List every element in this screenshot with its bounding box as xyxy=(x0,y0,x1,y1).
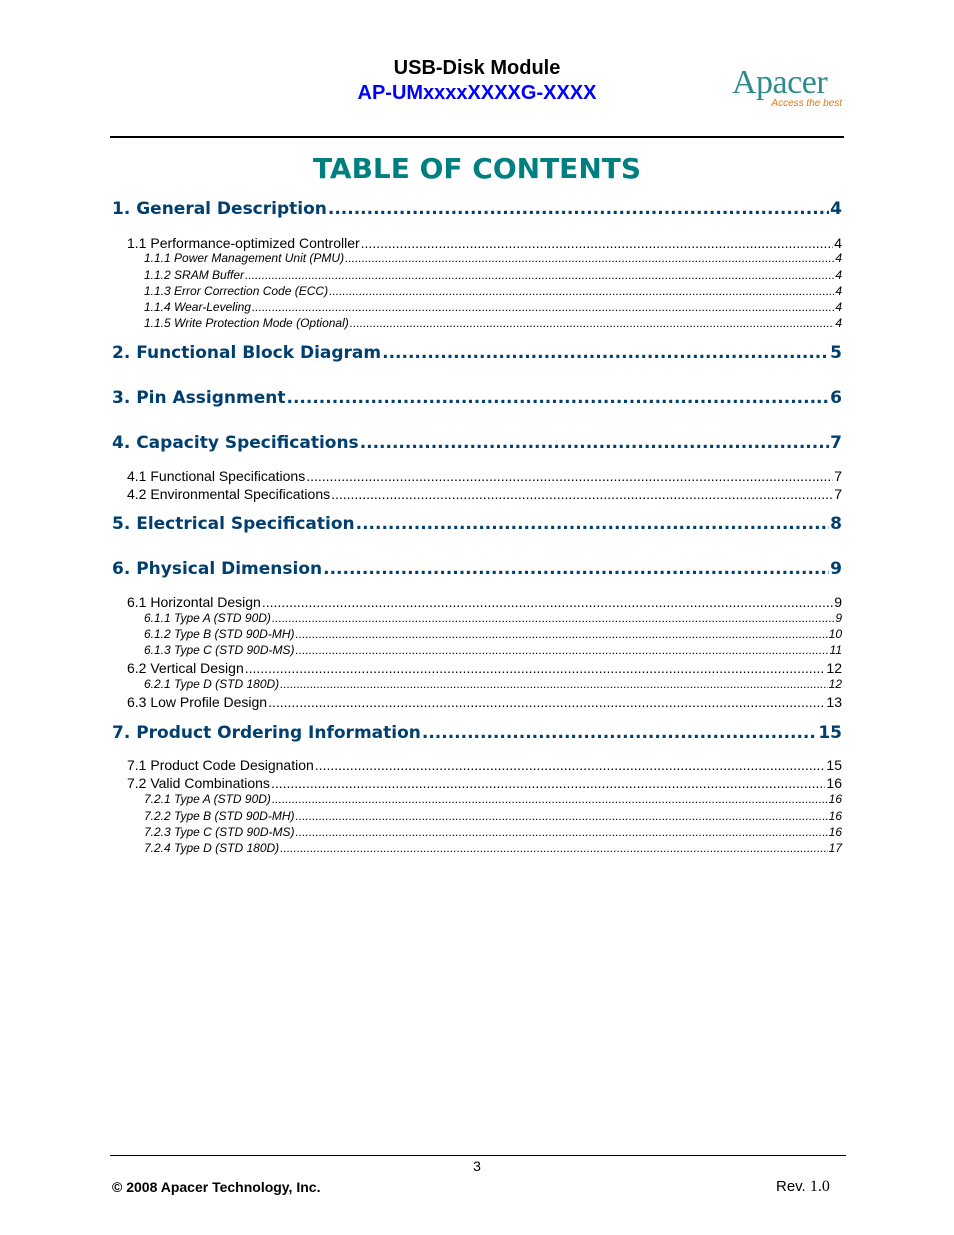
dot-leader xyxy=(295,809,827,823)
toc-subsection[interactable] xyxy=(112,757,842,773)
toc-entry-label: 1.1.5 Write Protection Mode (Optional) xyxy=(144,316,349,330)
toc-section[interactable] xyxy=(112,514,842,534)
toc-entry-page: 15 xyxy=(826,757,842,773)
toc-subsubsection[interactable] xyxy=(112,300,842,314)
dot-leader xyxy=(272,611,834,625)
toc-subsubsection[interactable] xyxy=(112,611,842,625)
toc-subsubsection[interactable] xyxy=(112,284,842,298)
toc-entry-label: 7.2.3 Type C (STD 90D-MS) xyxy=(144,825,295,839)
toc-section[interactable] xyxy=(112,433,842,453)
dot-leader xyxy=(286,388,829,408)
toc-entry-label: 7.1 Product Code Designation xyxy=(127,757,314,773)
toc-entry-page: 4 xyxy=(834,235,842,251)
toc-entry-label: 6.2.1 Type D (STD 180D) xyxy=(144,677,280,691)
toc-entry-page: 16 xyxy=(828,792,842,806)
toc-entry-page: 16 xyxy=(826,775,842,791)
document-title: USB-Disk Module xyxy=(393,57,561,79)
toc-entry-label: 6.1.3 Type C (STD 90D-MS) xyxy=(144,643,295,657)
toc-entry-label: 7.2.1 Type A (STD 90D) xyxy=(144,792,271,806)
toc-section[interactable] xyxy=(112,388,842,408)
dot-leader xyxy=(328,199,829,219)
toc-entry-page: 4 xyxy=(835,251,842,265)
toc-entry-page: 16 xyxy=(828,825,842,839)
toc-entry-page: 6 xyxy=(830,388,842,408)
dot-leader xyxy=(360,433,829,453)
toc-entry-label: 5. Electrical Specification xyxy=(112,514,355,534)
dot-leader xyxy=(245,660,826,676)
toc-entry-label: 7. Product Ordering Information xyxy=(112,723,421,743)
header-divider xyxy=(110,136,844,138)
toc-entry-label: 6.1.2 Type B (STD 90D-MH) xyxy=(144,627,295,641)
dot-leader xyxy=(271,775,825,791)
dot-leader xyxy=(323,559,829,579)
dot-leader xyxy=(272,792,828,806)
toc-entry-label: 6.1 Horizontal Design xyxy=(127,594,261,610)
toc-entry-page: 15 xyxy=(818,723,842,743)
toc-section[interactable] xyxy=(112,199,842,219)
toc-subsection[interactable] xyxy=(112,660,842,676)
dot-leader xyxy=(280,677,827,691)
toc-section[interactable] xyxy=(112,723,842,743)
toc-entry-label: 7.2.4 Type D (STD 180D) xyxy=(144,841,280,855)
toc-entry-page: 7 xyxy=(830,433,842,453)
toc-subsubsection[interactable] xyxy=(112,792,842,806)
toc-entry-page: 9 xyxy=(834,594,842,610)
toc-entry-page: 16 xyxy=(828,809,842,823)
toc-subsubsection[interactable] xyxy=(112,268,842,282)
toc-entry-page: 7 xyxy=(834,468,842,484)
dot-leader xyxy=(422,723,817,743)
toc-entry-page: 13 xyxy=(826,694,842,710)
dot-leader xyxy=(315,757,826,773)
toc-entry-label: 4.2 Environmental Specifications xyxy=(127,486,331,502)
revision-number: 1.0 xyxy=(809,1178,830,1195)
toc-entry-label: 1.1.1 Power Management Unit (PMU) xyxy=(144,251,345,265)
toc-subsection[interactable] xyxy=(112,235,842,251)
dot-leader xyxy=(280,841,827,855)
dot-leader xyxy=(331,486,833,502)
footer-divider xyxy=(110,1155,846,1156)
dot-leader xyxy=(268,694,825,710)
dot-leader xyxy=(345,251,834,265)
toc-section[interactable] xyxy=(112,559,842,579)
toc-entry-page: 4 xyxy=(830,199,842,219)
logo-tagline: Access the best xyxy=(771,98,842,109)
revision-label: Rev. xyxy=(776,1178,806,1195)
toc-heading: TABLE OF CONTENTS xyxy=(312,152,642,185)
toc-entry-label: 3. Pin Assignment xyxy=(112,388,286,408)
toc-subsection[interactable] xyxy=(112,486,842,502)
toc-entry-page: 11 xyxy=(829,643,842,657)
dot-leader xyxy=(356,514,830,534)
dot-leader xyxy=(382,343,829,363)
toc-entry-label: 1.1.4 Wear-Leveling xyxy=(144,300,251,314)
toc-subsubsection[interactable] xyxy=(112,825,842,839)
toc-entry-label: 6.3 Low Profile Design xyxy=(127,694,268,710)
toc-entry-page: 4 xyxy=(835,300,842,314)
toc-subsubsection[interactable] xyxy=(112,316,842,330)
toc-entry-label: 6.2 Vertical Design xyxy=(127,660,244,676)
toc-entry-label: 2. Functional Block Diagram xyxy=(112,343,382,363)
toc-subsection[interactable] xyxy=(112,775,842,791)
toc-entry-label: 6. Physical Dimension xyxy=(112,559,323,579)
toc-entry-page: 12 xyxy=(826,660,842,676)
toc-subsubsection[interactable] xyxy=(112,643,842,657)
dot-leader xyxy=(262,594,833,610)
dot-leader xyxy=(295,825,827,839)
dot-leader xyxy=(295,627,827,641)
dot-leader xyxy=(361,235,834,251)
toc-entry-page: 9 xyxy=(830,559,842,579)
dot-leader xyxy=(295,643,828,657)
toc-entry-page: 4 xyxy=(835,268,842,282)
toc-subsubsection[interactable] xyxy=(112,627,842,641)
toc-section[interactable] xyxy=(112,343,842,363)
dot-leader xyxy=(329,284,834,298)
toc-entry-page: 4 xyxy=(835,316,842,330)
dot-leader xyxy=(245,268,834,282)
dot-leader xyxy=(252,300,834,314)
dot-leader xyxy=(306,468,833,484)
dot-leader xyxy=(350,316,835,330)
page-number: 3 xyxy=(473,1158,481,1174)
toc-subsubsection[interactable] xyxy=(112,251,842,265)
toc-entry-label: 4.1 Functional Specifications xyxy=(127,468,306,484)
toc-entry-page: 17 xyxy=(828,841,842,855)
toc-subsubsection[interactable] xyxy=(112,841,842,855)
toc-entry-label: 6.1.1 Type A (STD 90D) xyxy=(144,611,271,625)
toc-entry-label: 7.2 Valid Combinations xyxy=(127,775,270,791)
toc-entry-label: 1.1.3 Error Correction Code (ECC) xyxy=(144,284,329,298)
toc-entry-page: 10 xyxy=(828,627,842,641)
toc-entry-page: 7 xyxy=(834,486,842,502)
toc-subsection[interactable] xyxy=(112,594,842,610)
toc-entry-label: 7.2.2 Type B (STD 90D-MH) xyxy=(144,809,295,823)
toc-entry-label: 4. Capacity Specifications xyxy=(112,433,359,453)
logo-wordmark: Apacer xyxy=(732,64,828,101)
toc-subsection[interactable] xyxy=(112,694,842,710)
toc-entry-label: 1. General Description xyxy=(112,199,327,219)
toc-subsubsection[interactable] xyxy=(112,809,842,823)
toc-entry-page: 5 xyxy=(830,343,842,363)
toc-entry-page: 8 xyxy=(830,514,842,534)
toc-entry-label: 1.1 Performance-optimized Controller xyxy=(127,235,360,251)
revision xyxy=(776,1178,830,1196)
model-number: AP-UMxxxxXXXXG-XXXX xyxy=(357,82,597,104)
toc-entry-page: 4 xyxy=(835,284,842,298)
copyright-notice: © 2008 Apacer Technology, Inc. xyxy=(112,1179,321,1195)
toc-entry-page: 9 xyxy=(835,611,842,625)
toc-subsection[interactable] xyxy=(112,468,842,484)
toc-entry-page: 12 xyxy=(828,677,842,691)
apacer-logo xyxy=(728,64,844,114)
toc-subsubsection[interactable] xyxy=(112,677,842,691)
toc-entry-label: 1.1.2 SRAM Buffer xyxy=(144,268,245,282)
